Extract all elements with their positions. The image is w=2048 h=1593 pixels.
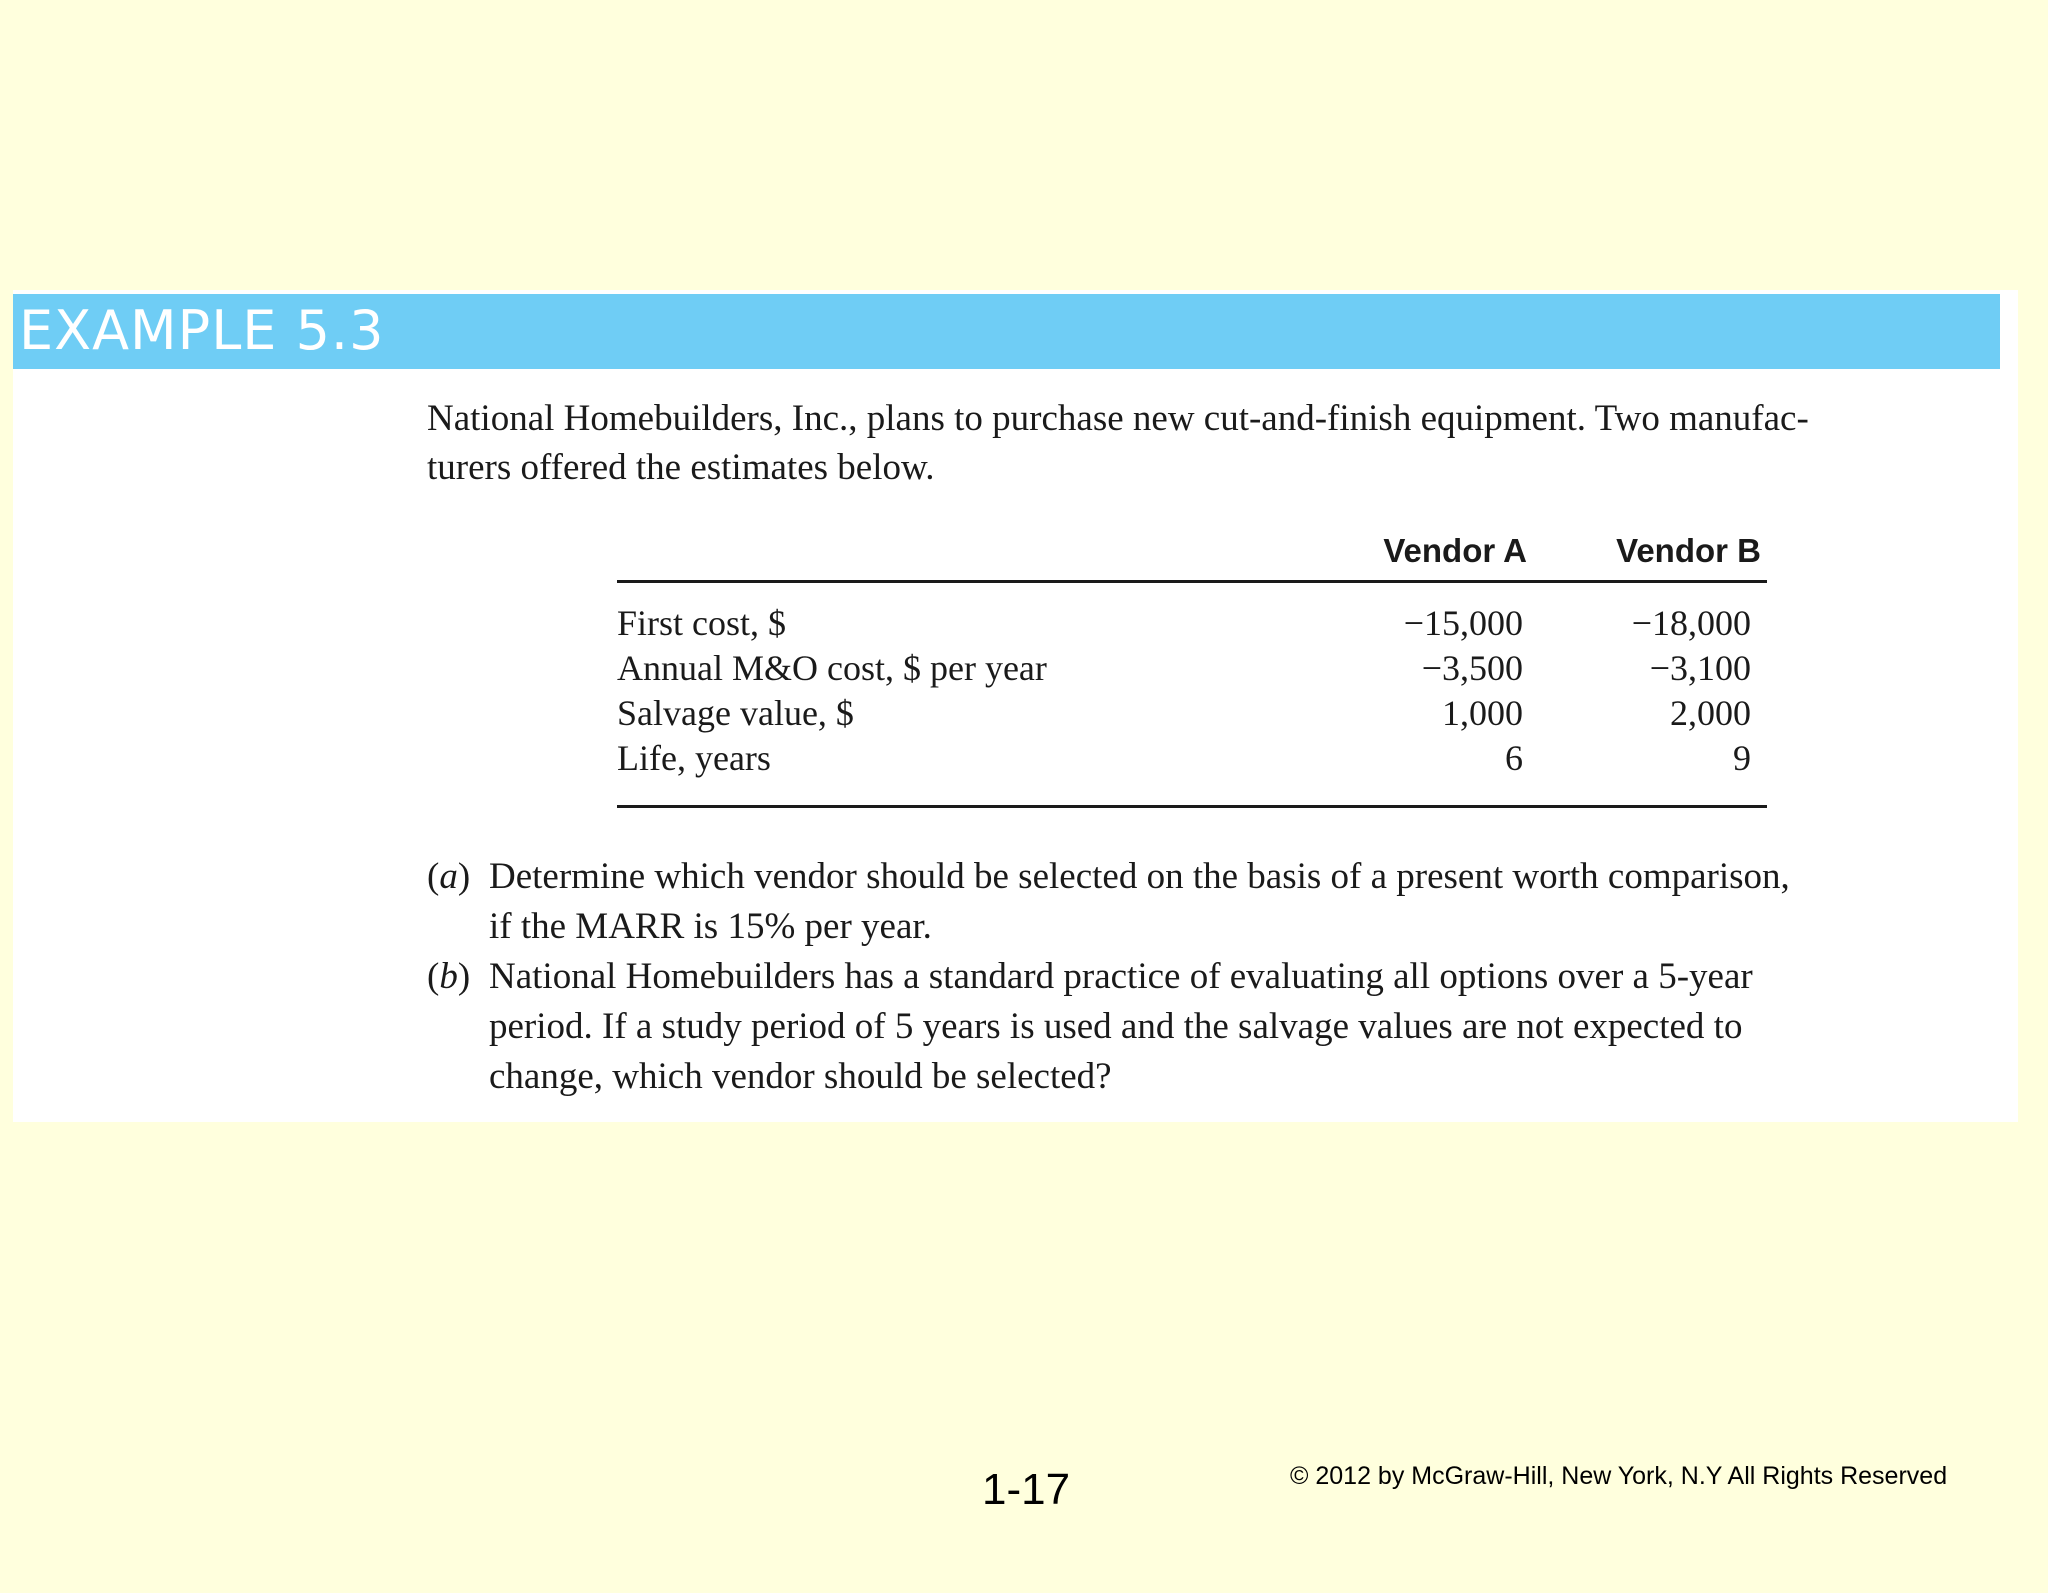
example-panel bbox=[13, 290, 2018, 1122]
table-row bbox=[617, 691, 1767, 736]
copyright-notice: © 2012 by McGraw-Hill, New York, N.Y All Rights Reserved bbox=[1290, 1462, 1948, 1490]
example-banner bbox=[13, 294, 2000, 369]
question-list bbox=[427, 852, 2007, 1102]
vendor-b-value: −18,000 bbox=[1631, 603, 1751, 643]
question-b bbox=[427, 952, 2007, 1102]
row-label: Annual M&O cost, $ per year bbox=[617, 648, 1047, 688]
table-row bbox=[617, 601, 1767, 646]
slide-number: 1-17 bbox=[982, 1465, 1071, 1514]
table-body bbox=[617, 583, 1767, 808]
question-line: change, which vendor should be selected? bbox=[489, 1056, 1112, 1097]
column-header-vendor-a: Vendor A bbox=[1383, 532, 1527, 569]
question-line: period. If a study period of 5 years is used and the salvage values are not expected to bbox=[489, 1006, 1743, 1047]
row-label: First cost, $ bbox=[617, 603, 787, 643]
vendor-b-value: −3,100 bbox=[1649, 648, 1751, 688]
row-label: Salvage value, $ bbox=[617, 693, 854, 733]
question-line: Determine which vendor should be selected on the basis of a present worth comparison, bbox=[489, 856, 1790, 897]
question-a bbox=[427, 852, 2007, 952]
table-row bbox=[617, 736, 1767, 781]
vendor-table bbox=[617, 530, 1767, 808]
vendor-b-value: 2,000 bbox=[1670, 693, 1751, 733]
table-row bbox=[617, 646, 1767, 691]
intro-line: turers offered the estimates below. bbox=[427, 447, 935, 488]
column-header-vendor-b: Vendor B bbox=[1616, 532, 1761, 569]
intro-paragraph bbox=[427, 394, 2007, 492]
table-header bbox=[617, 530, 1767, 583]
example-title: EXAMPLE 5.3 bbox=[19, 299, 385, 362]
question-line: if the MARR is 15% per year. bbox=[489, 906, 932, 947]
vendor-a-value: 1,000 bbox=[1442, 693, 1523, 733]
question-marker: (a) bbox=[427, 856, 471, 897]
vendor-a-value: −15,000 bbox=[1403, 603, 1523, 643]
vendor-a-value: 6 bbox=[1505, 738, 1523, 778]
intro-line: National Homebuilders, Inc., plans to purchase new cut-and-finish equipment. Two manufac- bbox=[427, 398, 1809, 439]
question-line: National Homebuilders has a standard practice of evaluating all options over a 5-year bbox=[489, 956, 1753, 997]
vendor-b-value: 9 bbox=[1733, 738, 1751, 778]
row-label: Life, years bbox=[617, 738, 771, 778]
vendor-a-value: −3,500 bbox=[1421, 648, 1523, 688]
question-marker: (b) bbox=[427, 956, 471, 997]
